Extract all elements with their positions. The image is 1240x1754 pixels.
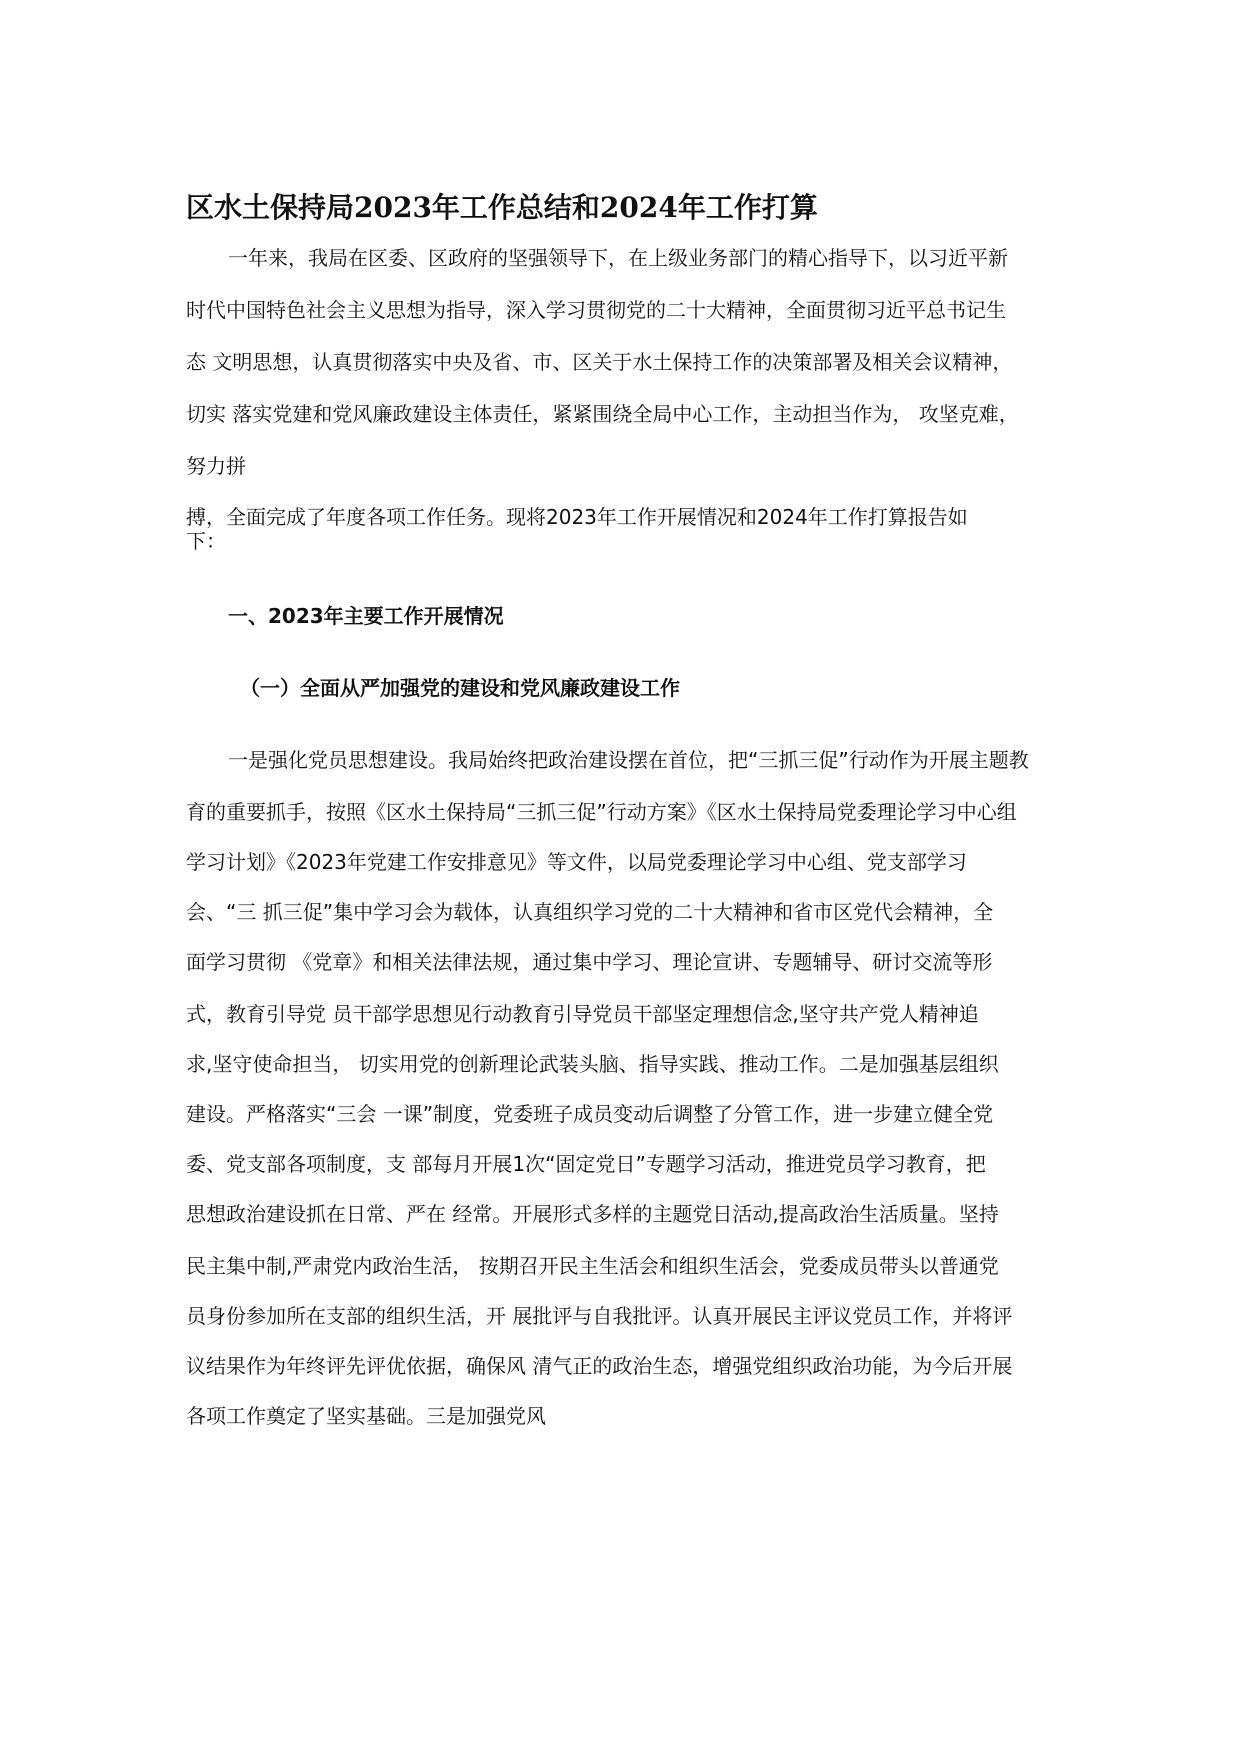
intro-line-7: 下： — [186, 529, 226, 553]
body-line-4: 会、“三 抓三促”集中学习会为载体，认真组织学习党的二十大精神和省市区党代会精神，全 — [186, 900, 994, 924]
intro-line-6: 搏，全面完成了年度各项工作任务。现将2023年工作开展情况和2024年工作打算报告如 — [186, 505, 968, 529]
body-line-1: 一是强化党员思想建设。我局始终把政治建设摆在首位，把“三抓三促”行动作为开展主题教 — [228, 748, 1029, 772]
body-line-11: 民主集中制,严肃党内政治生活， 按期召开民主生活会和组织生活会，党委成员带头以普通党 — [186, 1254, 999, 1278]
body-line-14: 各项工作奠定了坚实基础。三是加强党风 — [186, 1404, 546, 1428]
body-line-6: 式，教育引导党 员干部学思想见行动教育引导党员干部坚定理想信念,坚守共产党人精神追 — [186, 1002, 979, 1026]
body-line-12: 员身份参加所在支部的组织生活，开 展批评与自我批评。认真开展民主评议党员工作，并将评 — [186, 1304, 1013, 1328]
intro-line-4: 切实 落实党建和党风廉政建设主体责任，紧紧围绕全局中心工作，主动担当作为， 攻坚克难， — [186, 402, 1019, 426]
body-line-8: 建设。严格落实“三会 一课”制度，党委班子成员变动后调整了分管工作，进一步建立健全党 — [186, 1102, 994, 1126]
document-title: 区水土保持局2023年工作总结和2024年工作打算 — [186, 191, 818, 224]
body-line-5: 面学习贯彻 《党章》和相关法律法规，通过集中学习、理论宣讲、专题辅导、研讨交流等形 — [186, 950, 993, 974]
intro-line-1: 一年来，我局在区委、区政府的坚强领导下，在上级业务部门的精心指导下，以习近平新 — [228, 246, 1008, 270]
intro-line-5: 努力拼 — [186, 454, 246, 478]
intro-line-2: 时代中国特色社会主义思想为指导，深入学习贯彻党的二十大精神，全面贯彻习近平总书记生 — [186, 298, 1006, 322]
subsection-heading: （一）全面从严加强党的建设和党风廉政建设工作 — [240, 676, 680, 700]
body-line-9: 委、党支部各项制度，支 部每月开展1次“固定党日”专题学习活动，推进党员学习教育，把 — [186, 1152, 986, 1176]
body-line-7: 求,坚守使命担当， 切实用党的创新理论武装头脑、指导实践、推动工作。二是加强基层组织 — [186, 1052, 999, 1076]
intro-line-3: 态 文明思想，认真贯彻落实中央及省、市、区关于水土保持工作的决策部署及相关会议精神， — [186, 350, 1013, 374]
body-line-13: 议结果作为年终评先评优依据，确保风 清气正的政治生态，增强党组织政治功能，为今后开展 — [186, 1354, 1013, 1378]
section-heading: 一、2023年主要工作开展情况 — [228, 604, 504, 628]
body-line-3: 学习计划》《2023年党建工作安排意见》等文件，以局党委理论学习中心组、党支部学习 — [186, 850, 967, 874]
body-line-2: 育的重要抓手，按照《区水土保持局“三抓三促”行动方案》《区水土保持局党委理论学习中心组 — [186, 800, 1017, 824]
body-line-10: 思想政治建设抓在日常、严在 经常。开展形式多样的主题党日活动,提高政治生活质量。坚持 — [186, 1202, 999, 1226]
